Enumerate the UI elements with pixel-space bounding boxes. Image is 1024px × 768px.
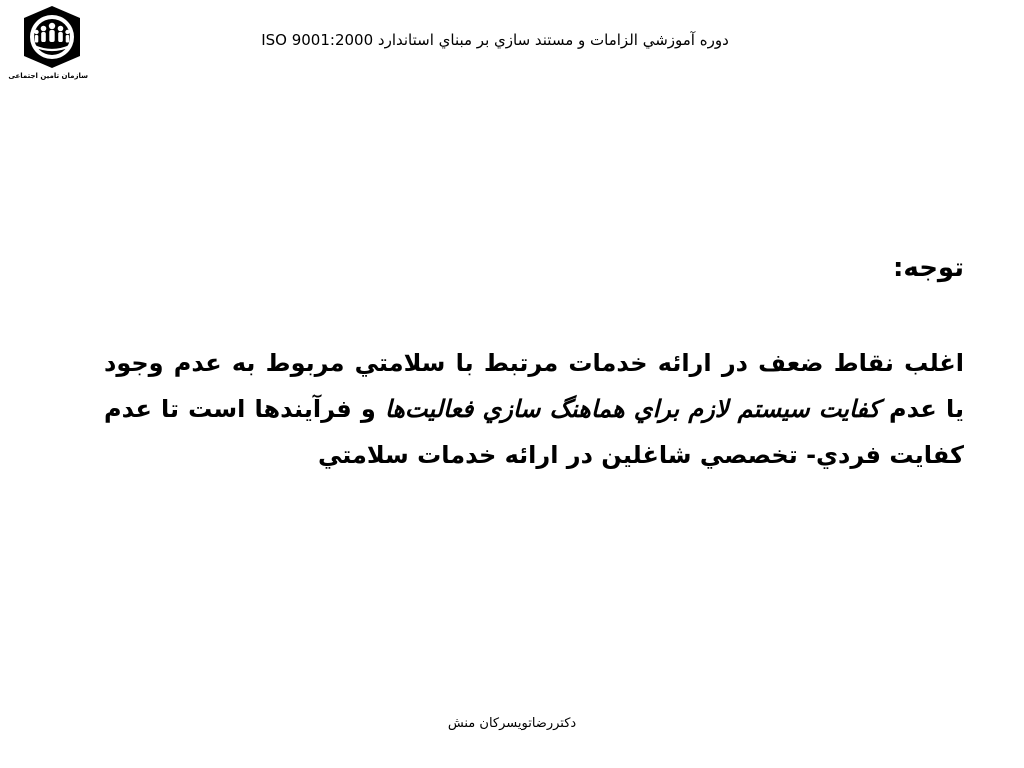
note-body-part1: اغلب نقاط ضعف در ارائه خدمات مرتبط با سلامتي مربوط به عدم وجود يا عدم — [104, 349, 964, 423]
note-body-emphasis: كفايت سيستم لازم براي هماهنگ سازي فعاليت‌ها — [384, 395, 880, 423]
note-heading: توجه: — [893, 253, 964, 283]
note-body-part2: و فرآيندها است تا عدم كفايت فردي- تخصصي شاغلين در ارائه خدمات سلامتي — [104, 395, 964, 469]
note-body — [104, 340, 964, 478]
organization-logo — [8, 4, 88, 88]
footer-author: دكتررضاتويسركان منش — [447, 716, 577, 731]
logo-caption: سازمان تامین اجتماعی — [8, 72, 88, 80]
header-title: دوره آموزشي الزامات و مستند سازي بر مبناي استاندارد ISO 9001:2000 — [261, 31, 729, 49]
social-security-logo-icon — [16, 4, 88, 72]
